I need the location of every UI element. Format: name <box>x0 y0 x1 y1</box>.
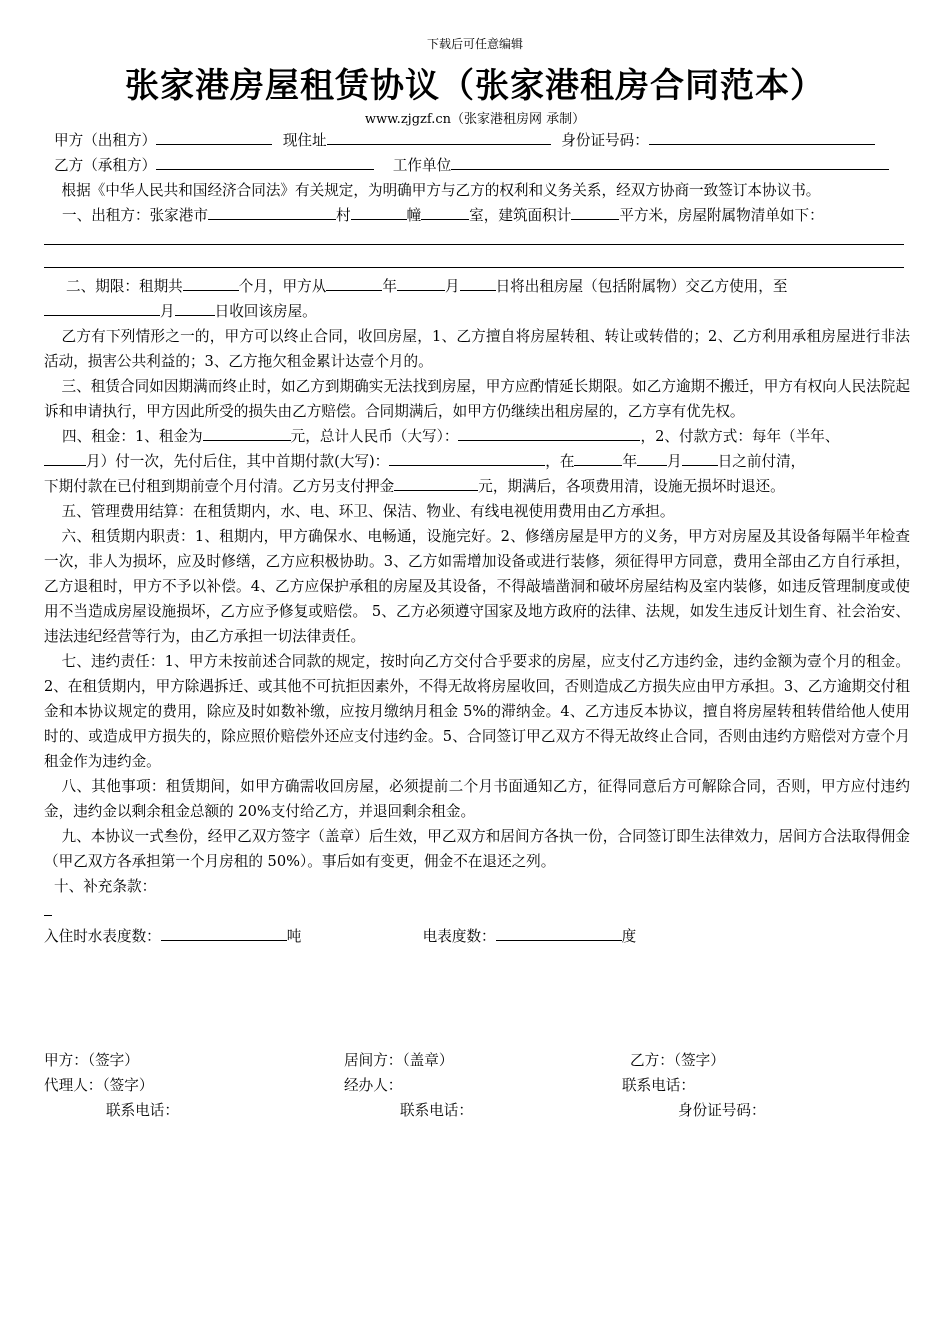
agent-seal[interactable]: 居间方：（盖章） <box>344 1052 454 1069</box>
document-subtitle: www.zjgzf.cn（张家港租房网 承制） <box>364 112 586 127</box>
building-blank[interactable] <box>351 203 407 220</box>
clause-1-text-4: 室，建筑面积计 <box>469 207 572 224</box>
party-b-blank[interactable] <box>156 153 374 170</box>
clause-10: 十、补充条款： <box>54 878 157 895</box>
id-label: 身份证号码： <box>561 132 649 149</box>
agent-phone[interactable]: 联系电话： <box>400 1102 473 1119</box>
party-b-id[interactable]: 身份证号码： <box>678 1102 766 1119</box>
pay-months-blank[interactable] <box>44 449 86 466</box>
clause-4-text-2: 元，总计人民币（大写）： <box>290 428 459 445</box>
area-blank[interactable] <box>571 203 619 220</box>
intro-paragraph: 根据《中华人民共和国经济合同法》有关规定，为明确甲方与乙方的权利和义务关系，经双方协商一致签订本协议书。 <box>61 182 821 199</box>
pay-month-blank[interactable] <box>637 449 667 466</box>
clause-1-text-3: 幢 <box>406 207 422 224</box>
work-blank[interactable] <box>451 153 889 170</box>
clause-4-text-3: ，2、付款方式：每年（半年、 <box>640 428 840 445</box>
pay-day-blank[interactable] <box>682 449 718 466</box>
clause-4-line-1 <box>44 424 910 449</box>
attachment-list-line-1[interactable] <box>44 226 904 245</box>
clause-4-text-7: 月 <box>667 453 682 470</box>
clause-2-text-2: 个月，甲方从 <box>238 278 327 295</box>
electric-meter-unit: 度 <box>621 928 637 945</box>
water-meter-unit: 吨 <box>286 928 302 945</box>
clause-4-line-3 <box>44 474 910 499</box>
clause-2-text-7: 日收回该房屋。 <box>214 303 317 320</box>
contract-body <box>44 128 910 949</box>
id-blank[interactable] <box>649 128 875 145</box>
clause-6: 六、租赁期内职责：1、租期内，甲方确保水、电畅通，设施完好。2、修缮房屋是甲方的义务，甲方对房屋及其设备每隔半年检查一次，非人为损坏，应及时修缮，乙方应积极协助。3、乙方如需增加设备或进行装修，须征得甲方同意，费用全部由乙方自行承担，乙方退租时，甲方不予以补偿。4、乙方应保护承租的房屋及其设备，不得敲墙凿洞和破坏房屋结构及室内装修，如违反管理制度或使用不当造成房屋设施损坏，乙方应予修复或赔偿。 5、乙方必须遵守国家及地方政府的法律、法规，如发生违反计划生育、社会治安、违法违纪经营等行为，由乙方承担一切法律责任。 <box>44 528 910 645</box>
start-day-blank[interactable] <box>460 274 496 291</box>
end-year-blank[interactable] <box>44 299 160 316</box>
water-meter-label: 入住时水表度数： <box>44 928 161 945</box>
clause-4-line-2 <box>44 449 910 474</box>
clause-2-termination: 乙方有下列情形之一的，甲方可以终止合同，收回房屋，1、乙方擅自将房屋转租、转让或转借的；2、乙方利用承租房屋进行非法活动，损害公共利益的；3、乙方拖欠租金累计达壹个月的。 <box>44 328 910 370</box>
clause-4-text-4: 月）付一次，先付后住，其中首期付款(大写)： <box>86 453 390 470</box>
clause-4-text-6: 年 <box>622 453 638 470</box>
address-blank[interactable] <box>327 128 551 145</box>
clause-4-text-1: 四、租金：1、租金为 <box>62 428 203 445</box>
clause-1-text-1: 一、出租方：张家港市 <box>62 207 208 224</box>
clause-8: 八、其他事项：租赁期间，如甲方确需收回房屋，必须提前二个月书面通知乙方，征得同意后方可解除合同，否则，甲方应付违约金，违约金以剩余租金总额的 20%支付给乙方，并退回剩余租金。 <box>44 778 910 820</box>
clause-4-text-8: 日之前付清， <box>717 453 806 470</box>
clause-2-text-3: 年 <box>382 278 397 295</box>
proxy-signature[interactable]: 代理人：（签字） <box>44 1077 154 1094</box>
electric-meter-label: 电表度数： <box>422 928 496 945</box>
rent-words-blank[interactable] <box>458 424 640 441</box>
clause-4-text-5: ，在 <box>545 453 575 470</box>
clause-2-text-1: 二、期限：租期共 <box>66 278 183 295</box>
party-b-signature[interactable]: 乙方：（签字） <box>630 1052 725 1069</box>
handler-field[interactable]: 经办人： <box>344 1077 403 1094</box>
signature-block <box>44 1048 910 1128</box>
attachment-list-line-2[interactable] <box>44 249 904 268</box>
clause-7: 七、违约责任：1、甲方未按前述合同款的规定，按时向乙方交付合乎要求的房屋，应支付乙方违约金，违约金额为壹个月的租金。2、在租赁期内，甲方除遇拆迁、或其他不可抗拒因素外，不得无故将房屋收回，否则造成乙方损失应由甲方承担。3、乙方逾期交付租金和本协议规定的费用，除应及时如数补缴，应按月缴纳月租金 5%的滞纳金。4、乙方违反本协议，擅自将房屋转租转借给他人使用时的、或造成甲方损失的，除应照价赔偿外还应支付违约金。5、合同签订甲乙双方不得无故终止合同，否则由违约方赔偿对方壹个月租金作为违约金。 <box>44 653 910 770</box>
electric-meter-blank[interactable] <box>496 924 622 941</box>
clause-2-cont <box>44 299 910 324</box>
pay-year-blank[interactable] <box>574 449 622 466</box>
months-blank[interactable] <box>183 274 239 291</box>
start-year-blank[interactable] <box>326 274 382 291</box>
clause-2-text-6: 月 <box>160 303 175 320</box>
meter-readings <box>44 924 910 949</box>
work-label: 工作单位 <box>392 157 452 174</box>
clause-2-text-5: 日将出租房屋（包括附属物）交乙方使用，至 <box>495 278 788 295</box>
clause-4-text-10: 元，期满后，各项费用清，设施无损坏时退还。 <box>478 478 785 495</box>
clause-1-text-5: 平方米，房屋附属物清单如下： <box>619 207 824 224</box>
clause-5: 五、管理费用结算：在租赁期内，水、电、环卫、保洁、物业、有线电视使用费用由乙方承担。 <box>61 503 675 520</box>
clause-3: 三、租赁合同如因期满而终止时，如乙方到期确实无法找到房屋，甲方应酌情延长期限。如乙方逾期不搬迁，甲方有权向人民法院起诉和申请执行，甲方因此所受的损失由乙方赔偿。合同期满后，如甲方仍继续出租房屋的，乙方享有优先权。 <box>44 378 910 420</box>
top-note: 下载后可任意编辑 <box>426 37 523 51</box>
clause-2 <box>44 274 910 299</box>
clause-1 <box>44 203 910 228</box>
deposit-blank[interactable] <box>394 474 478 491</box>
party-a-label: 甲方（出租方） <box>54 132 157 149</box>
clause-2-text-4: 月 <box>444 278 460 295</box>
water-meter-blank[interactable] <box>161 924 287 941</box>
clause-4-text-9: 下期付款在已付租到期前壹个月付清。乙方另支付押金 <box>44 478 395 495</box>
document-title: 张家港房屋租赁协议（张家港租房合同范本） <box>125 66 825 106</box>
clause-9: 九、本协议一式叁份，经甲乙双方签字（盖章）后生效，甲乙双方和居间方各执一份，合同签订即生法律效力，居间方合法取得佣金（甲乙双方各承担第一个月房租的 50%）。事后如有变更，佣金不在退还之列。 <box>44 828 910 870</box>
party-b-label: 乙方（承租方） <box>54 157 157 174</box>
party-a-phone[interactable]: 联系电话： <box>106 1102 179 1119</box>
party-b-line <box>44 153 910 178</box>
end-month-blank[interactable] <box>175 299 215 316</box>
party-b-phone[interactable]: 联系电话： <box>622 1077 695 1094</box>
party-a-blank[interactable] <box>156 128 272 145</box>
first-payment-blank[interactable] <box>389 449 545 466</box>
rent-blank[interactable] <box>203 424 291 441</box>
address-label: 现住址 <box>282 132 327 149</box>
supplementary-blank[interactable] <box>44 899 910 924</box>
village-blank[interactable] <box>208 203 336 220</box>
clause-1-text-2: 村 <box>335 207 351 224</box>
party-a-line <box>44 128 910 153</box>
start-month-blank[interactable] <box>397 274 445 291</box>
party-a-signature[interactable]: 甲方：（签字） <box>44 1052 139 1069</box>
room-blank[interactable] <box>421 203 469 220</box>
